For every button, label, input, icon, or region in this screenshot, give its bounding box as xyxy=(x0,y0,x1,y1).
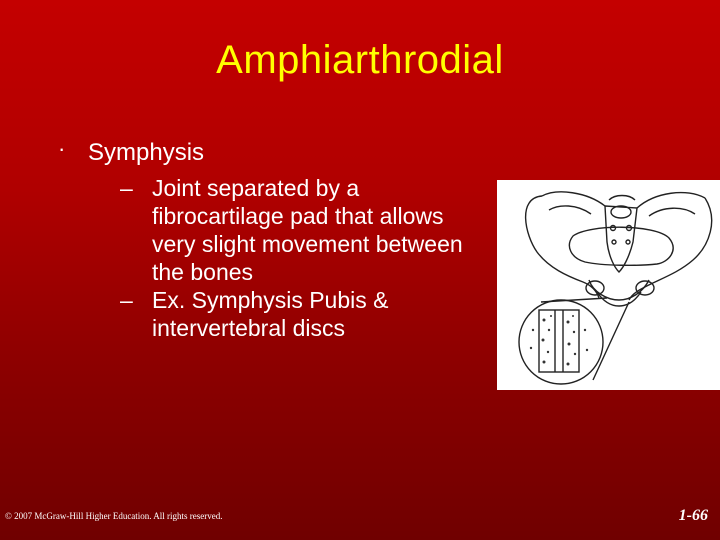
sub-line: fibrocartilage pad that allows xyxy=(152,203,444,229)
sub-bullet-definition xyxy=(120,174,463,286)
bullet-item xyxy=(58,138,463,168)
copyright-text: © 2007 McGraw-Hill Higher Education. All rights reserved. xyxy=(5,511,223,521)
bullet-marker: · xyxy=(58,136,66,161)
sub-line: intervertebral discs xyxy=(152,315,346,341)
sub-line: Ex. Symphysis Pubis & xyxy=(152,287,389,313)
sub-line: the bones xyxy=(152,259,254,285)
slide-title: Amphiarthrodial xyxy=(216,38,504,82)
dash-marker: – xyxy=(120,175,133,201)
sub-bullet-list xyxy=(120,174,463,342)
bullet-list xyxy=(58,138,463,342)
dash-marker: – xyxy=(120,287,133,313)
page-number: 1-66 xyxy=(678,507,708,524)
bullet-text: Symphysis xyxy=(88,139,205,166)
sub-bullet-example xyxy=(120,286,463,342)
pelvis-icon xyxy=(497,180,720,390)
pelvis-symphysis-figure xyxy=(497,180,720,390)
sub-line: Joint separated by a xyxy=(152,175,360,201)
sub-line: very slight movement between xyxy=(152,231,463,257)
